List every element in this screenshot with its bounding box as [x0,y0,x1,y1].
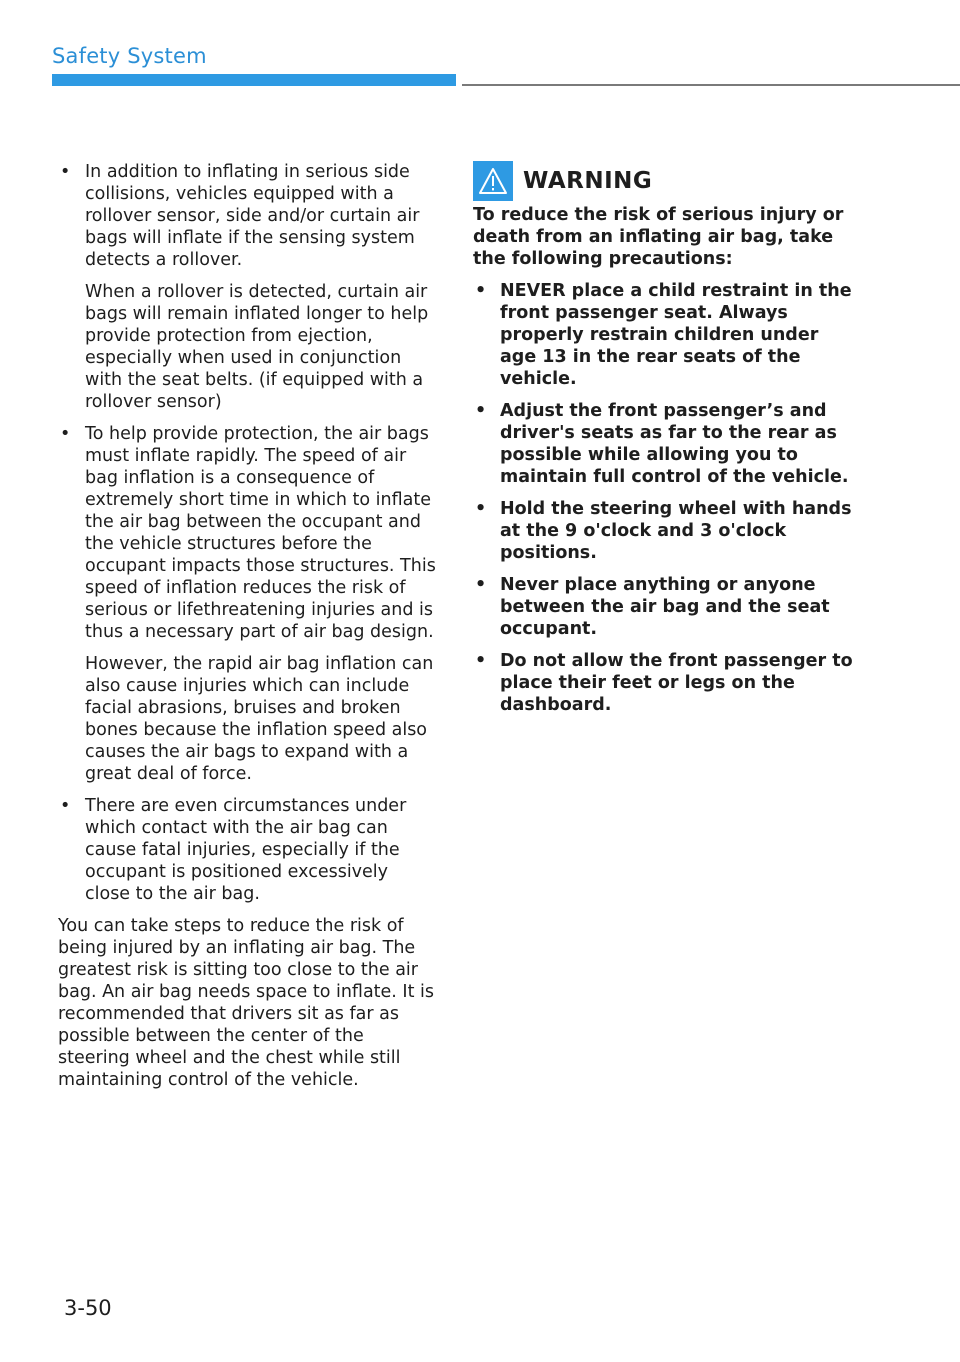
header-accent-bar [52,74,456,86]
precautions-list [473,280,853,716]
list-item: • Never place anything or anyone between the air bag and the seat occupant. [473,574,853,640]
section-title: Safety System [52,44,207,68]
list-item: • Do not allow the front passenger to place their feet or legs on the dashboard. [473,650,853,716]
page-number: 3-50 [64,1296,112,1320]
warning-triangle-icon [473,161,513,201]
left-column [58,161,438,1091]
list-item: • NEVER place a child restraint in the front passenger seat. Always properly restrain children under age 13 in the rear seats of the vehicle. [473,280,853,390]
warning-header [473,160,853,202]
warning-box [473,160,853,726]
list-item: • Hold the steering wheel with hands at the 9 o'clock and 3 o'clock positions. [473,498,853,564]
list-item [58,161,438,413]
header-divider [462,84,960,86]
bullet-text: • There are even circumstances under which contact with the air bag can cause fatal injuries, especially if the occupant is positioned excessively close to the air bag. [85,796,407,904]
warning-intro: To reduce the risk of serious injury or death from an inflating air bag, take the following precautions: [473,205,844,269]
list-item [58,795,438,905]
bullet-text: • To help provide protection, the air bags must inflate rapidly. The speed of air bag inflation is a consequence of extremely short time in which to inflate the air bag between the occupant and the vehicle structures before the occupant impacts those structures. This speed of inflation reduces the risk of serious or lifethreatening injuries and is thus a necessary part of air bag design. [85,424,436,642]
bullet-text: • In addition to inflating in serious side collisions, vehicles equipped with a rollover sensor, side and/or curtain air bags will inflate if the sensing system detects a rollover. [85,162,420,270]
bullet-text: However, the rapid air bag inflation can also cause injuries which can include facial abrasions, bruises and broken bones because the inflation speed also causes the air bags to expand with a great deal of force. [85,654,434,784]
warning-label: WARNING [523,168,653,194]
airbag-info-list [58,161,438,905]
list-item [58,423,438,785]
closing-paragraph: You can take steps to reduce the risk of being injured by an inflating air bag. The greatest risk is sitting too close to the air bag. An air bag needs space to inflate. It is recommended that drivers sit as far as possible between the center of the steering wheel and the chest while still maintaining control of the vehicle. [58,916,435,1090]
list-item: • Adjust the front passenger’s and driver's seats as far to the rear as possible while allowing you to maintain full control of the vehicle. [473,400,853,488]
bullet-text: When a rollover is detected, curtain air bags will remain inflated longer to help provide protection from ejection, especially when used in conjunction with the seat belts. (if equipped with a rollover sensor) [85,282,429,412]
